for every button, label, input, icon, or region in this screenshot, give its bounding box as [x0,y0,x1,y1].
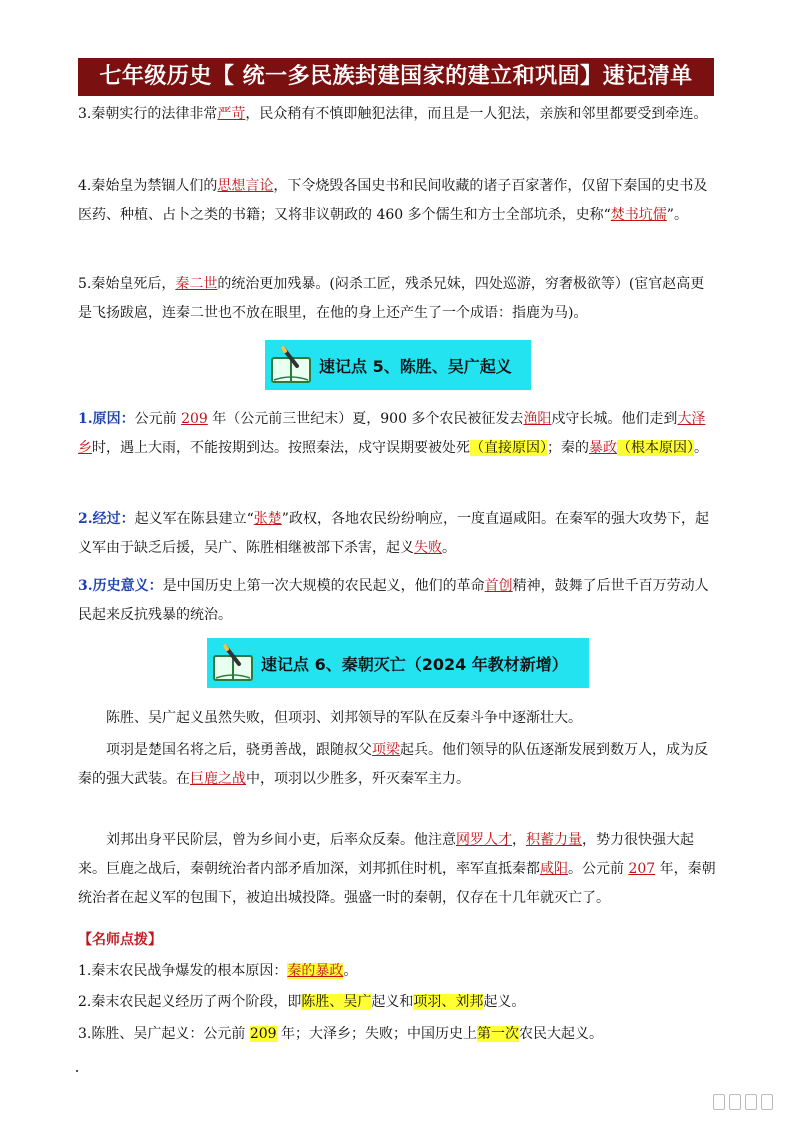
page-title: 七年级历史【 统一多民族封建国家的建立和巩固】速记清单 [78,58,714,96]
keyword: 思想言论 [217,178,274,194]
text: 。公元前 [568,861,629,877]
text: 时，遇上大雨，不能按期到达。按照秦法，戍守误期要被处死 [92,440,470,456]
keyword: 张楚 [253,511,282,527]
text: 。 [694,440,708,456]
text: ，民众稍有不慎即触犯法律，而且是一人犯法，亲族和邻里都要受到牵连。 [245,106,708,122]
text: 年（公元前三世纪末）夏，900 多个农民被征发去 [207,411,524,427]
text: 项羽是楚国名将之后，骁勇善战，跟随叔父 [106,742,372,758]
page-dot [76,1070,78,1072]
keyword: 焚书坑儒 [610,207,667,223]
tip-3 [78,1020,718,1049]
paragraph-qin-ershi [78,270,718,328]
text: 5.秦始皇死后， [78,276,176,292]
section-title: 速记点 5、陈胜、吴广起义 [319,356,512,376]
section-header-5 [265,340,531,390]
text: ， [512,832,526,848]
keyword: 咸阳 [540,861,568,877]
text: ”政权，各地农民纷纷响应，一度直逼咸阳。在秦军的强大攻势下，起义军由于缺乏后援，吴广、陈胜相继被部下杀害，起义 [78,511,709,556]
watermark [713,1094,773,1110]
text: 。 [442,540,456,556]
keyword: 积蓄力量 [526,832,582,848]
text: ”。 [666,207,688,223]
tip-2 [78,988,718,1017]
highlight: 陈胜、吴广 [301,994,372,1010]
text: 起兵。他们领导的队伍逐渐发展到数万人，成为反秦的强大武装。在 [78,742,708,787]
keyword: 巨鹿之战 [190,771,246,787]
highlight: 项羽、刘邦 [413,994,484,1010]
paragraph-cause [78,405,718,463]
label: 2.经过： [78,511,135,527]
text: 起义。 [483,994,526,1010]
section-title: 速记点 6、秦朝灭亡（2024 年教材新增） [261,654,568,674]
text: 。 [343,963,358,979]
text: 是中国历史上第一次大规模的农民起义，他们的革命 [162,578,485,594]
text: 精神，鼓舞了后世千百万劳动人民起来反抗残暴的统治。 [78,578,709,623]
section-header-6 [207,638,589,688]
keyword: 严苛 [217,106,246,122]
highlight: （直接原因） [470,440,547,456]
paragraph-liu-bang [78,826,718,913]
text: ；秦的 [547,440,589,456]
highlight: 第一次 [477,1026,519,1042]
book-pencil-icon [211,642,255,684]
label: 1.原因： [78,411,135,427]
text: 中，项羽以少胜多，歼灭秦军主力。 [246,771,470,787]
text: 起义和 [371,994,414,1010]
paragraph-burning-books [78,172,718,230]
keyword: 失败 [414,540,442,556]
label: 3.历史意义： [78,578,163,594]
paragraph-xiang-yu [78,736,718,794]
tips-label: 【名师点拨】 [78,932,162,948]
keyword: 渔阳 [523,411,552,427]
text: 年；大泽乡；失败；中国历史上 [276,1026,477,1042]
keyword: 大泽乡 [78,411,706,456]
text: 刘邦出身平民阶层，曾为乡间小吏，后率众反秦。他注意 [106,832,456,848]
paragraph-meaning [78,572,718,630]
tip-1 [78,957,718,986]
paragraph-course [78,505,718,563]
text: 2.秦末农民起义经历了两个阶段，即 [78,994,302,1010]
text: 3.陈胜、吴广起义：公元前 [78,1026,250,1042]
text: 3.秦朝实行的法律非常 [78,106,218,122]
highlight: 秦的暴政 [287,963,344,979]
text: 起义军在陈县建立“ [134,511,254,527]
keyword: 秦二世 [175,276,218,292]
text: 年，秦朝统治者在起义军的包围下，被迫出城投降。强盛一时的秦朝，仅存在十几年就灭亡了。 [78,861,716,906]
text: 农民大起义。 [519,1026,603,1042]
text: 戍守长城。他们走到 [551,411,678,427]
highlight: （根本原因） [617,440,694,456]
highlight: 209 [249,1026,277,1042]
keyword: 网罗人才 [456,832,512,848]
paragraph-qin-law [78,100,718,129]
text: 4.秦始皇为禁锢人们的 [78,178,218,194]
text: ，势力很快强大起来。巨鹿之战后，秦朝统治者内部矛盾加深，刘邦抓住时机，率军直抵秦都 [78,832,694,877]
keyword: 暴政 [589,440,617,456]
paragraph-qin-fall-intro: 陈胜、吴广起义虽然失败，但项羽、刘邦领导的军队在反秦斗争中逐渐壮大。 [106,710,582,726]
book-pencil-icon [269,344,313,386]
keyword: 207 [628,861,656,877]
keyword: 首创 [484,578,513,594]
text: 公元前 [134,411,182,427]
keyword: 项梁 [372,742,400,758]
text: 1.秦末农民战争爆发的根本原因： [78,963,288,979]
text: ，下令烧毁各国史书和民间收藏的诸子百家著作，仅留下秦国的史书及医药、种植、占卜之类的书籍；又将非议朝政的 460 多个儒生和方士全部坑杀，史称“ [78,178,708,223]
keyword: 209 [181,411,208,427]
text: 的统治更加残暴。(闷杀工匠，残杀兄妹，四处巡游，穷奢极欲等）(宦官赵高更是飞扬跋扈，连秦二世也不放在眼里，在他的身上还产生了一个成语：指鹿为马)。 [78,276,705,321]
